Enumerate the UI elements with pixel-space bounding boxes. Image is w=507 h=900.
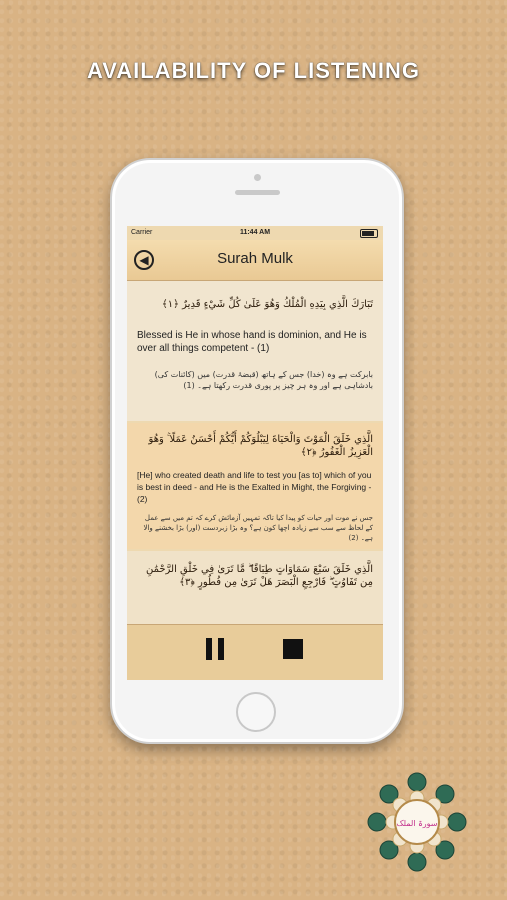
back-arrow-icon: ◀ [139, 253, 149, 267]
headline: AVAILABILITY OF LISTENING [87, 58, 420, 83]
verse-urdu: جس نے موت اور حیات کو پیدا کیا تاکہ تمہیں آزمائش کرے کہ تم میں سے عمل کے لحاظ سے سب سے زیادہ اچھا کون ہے؟ وہ بڑا زبردست (اور) بڑا بخشنے والا ہے۔ (2) [143, 514, 373, 542]
verse-english: Blessed is He in whose hand is dominion, and He is over all things competent - (1) [137, 330, 367, 354]
stop-button[interactable] [283, 639, 303, 659]
pause-button[interactable] [206, 638, 226, 660]
verse-arabic: تَبَارَكَ الَّذِي بِيَدِهِ الْمُلْكُ وَهُوَ عَلَىٰ كُلِّ شَيْءٍ قَدِيرٌ ﴿١﴾ [161, 299, 373, 310]
speaker-slot [235, 190, 280, 195]
phone-frame [110, 158, 404, 744]
page-title: Surah Mulk [217, 250, 293, 267]
app-screen [127, 226, 383, 680]
app-logo [363, 768, 471, 876]
status-bar [127, 226, 383, 240]
camera-dot [254, 174, 261, 181]
battery-icon [360, 229, 378, 238]
playback-controls [127, 624, 383, 680]
carrier-label: Carrier [131, 229, 153, 236]
nav-bar [127, 240, 383, 281]
verse-arabic: الَّذِي خَلَقَ الْمَوْتَ وَالْحَيَاةَ لِيَبْلُوَكُمْ أَيُّكُمْ أَحْسَنُ عَمَلًا ۚ وَهُوَ الْعَزِيزُ الْغَفُورُ ﴿٢﴾ [148, 434, 373, 458]
logo-text: سورۃ الملک [396, 819, 438, 828]
pause-icon [206, 638, 212, 660]
home-button[interactable] [236, 692, 276, 732]
verse-list[interactable] [127, 281, 383, 624]
verse-arabic: الَّذِي خَلَقَ سَبْعَ سَمَاوَاتٍ طِبَاقًا ۖ مَّا تَرَىٰ فِي خَلْقِ الرَّحْمَٰنِ مِن تَفَاوُتٍ ۖ فَارْجِعِ الْبَصَرَ هَلْ تَرَىٰ مِن فُطُورٍ ﴿٣﴾ [145, 564, 373, 588]
pause-icon-bar [218, 638, 224, 660]
verse-item-active[interactable] [127, 423, 383, 549]
status-time: 11:44 AM [239, 229, 271, 236]
verse-english: [He] who created death and life to test you [as to] which of you is best in deed - and He is the Exalted in Might, the Forgiving - (2) [137, 470, 372, 504]
verse-urdu: بابرکت ہے وہ (خدا) جس کے ہاتھ (قبضۂ قدرت) میں (کائنات کی) بادشاہی ہے اور وہ ہر چیز پر پوری قدرت رکھتا ہے۔ (1) [154, 370, 373, 390]
verse-item[interactable] [127, 551, 383, 624]
ornament-icon [363, 768, 471, 876]
verse-item[interactable] [127, 281, 383, 421]
